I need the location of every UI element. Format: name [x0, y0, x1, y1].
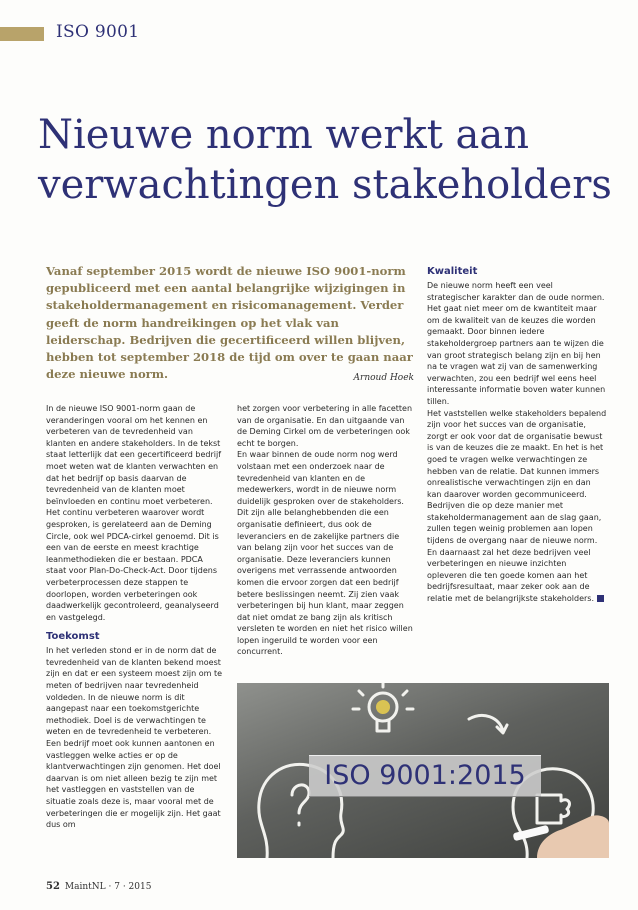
paragraph: De nieuwe norm heeft een veel strategischer karakter dan de oude normen. Het gaat niet meer om de kwantiteit maar om de kwaliteit van de keuzes die worden gemaakt. Door binnen iedere stakeholdergroep partners aan te wijzen die van groot strategisch belang zijn en bij hen na te vragen wat zij van de samenwerking verwachten, zou een bedrijf wel eens heel interessante informatie boven water kunnen tillen.: [427, 281, 606, 406]
text-column-1: [46, 403, 224, 831]
end-of-article-square-icon: [597, 595, 604, 602]
paragraph: [427, 547, 607, 605]
paragraph: Het vaststellen welke stakeholders bepalend zijn voor het succes van de organisatie, zorgt er ook voor dat de organisatie bewust is van de keuzes die ze maakt. En het is het goed te vragen welke verwachtingen ze hebben van de relatie. Dat kunnen immers onrealistische verwachtingen zijn en dan kan daarover worden gecommuniceerd.: [427, 408, 607, 499]
puzzle-piece-icon: [537, 795, 569, 823]
headline-line-2: verwachtingen stakeholders: [38, 162, 612, 208]
question-mark-icon: [292, 785, 309, 825]
section-color-bar: [0, 27, 44, 41]
lightbulb-glow: [376, 700, 390, 714]
paragraph: Een bedrijf moet ook kunnen aantonen en vastleggen welke acties er op de klantverwachtingen zijn genomen. Het doel daarvan is om niet alleen bezig te zijn met het vastleggen en vaststellen van de situatie zoals deze is, maar vooral met de verbeteringen die er mogelijk zijn. Het gaat dus om: [46, 739, 221, 830]
headline-line-1: Nieuwe norm werkt aan: [38, 112, 529, 158]
chalkboard-illustration: [237, 683, 609, 858]
page-footer: [46, 881, 151, 892]
paragraph: het zorgen voor verbetering in alle facetten van de organisatie. En dan uitgaande van de Deming Cirkel om de verbeteringen ook echt te borgen.: [237, 404, 413, 448]
subheading-toekomst: Toekomst: [46, 631, 100, 643]
text-column-3: [427, 266, 607, 605]
article-intro: Vanaf september 2015 wordt de nieuwe ISO 9001-norm gepubliceerd met een aantal belangrijke wijzigingen in stakeholdermanagement en risicomanagement. Verder geeft de norm handreikingen op het vlak van leiderschap. Bedrijven die gecertificeerd willen blijven, hebben tot september 2018 de tijd om over te gaan naar deze nieuwe norm.: [46, 264, 413, 382]
section-tag: ISO 9001: [56, 22, 140, 42]
paragraph: In het verleden stond er in de norm dat de tevredenheid van de klanten bekend moest zijn en dat er een systeem moest zijn om te meten of bedrijven naar tevredenheid voldeden. In de nieuwe norm is dit aangepast naar een toekomstgerichte methodiek. Doel is de verwachtingen te weten en de tevredenheid te verbeteren.: [46, 646, 223, 737]
arrow-icon: [469, 715, 507, 733]
paragraph: En waar binnen de oude norm nog werd volstaan met een onderzoek naar de tevredenheid van klanten en de medewerkers, wordt in de nieuwe norm duidelijk gesproken over de stakeholders. Dit zijn alle belanghebbenden die een organisatie definieert, dus ook de leveranciers en de zakelijke partners die van belang zijn voor het succes van de organisatie. Deze leveranciers kunnen overigens met verrassende antwoorden komen die ervoor zorgen dat een bedrijf betere beslissingen neemt. Zij zien vaak verbeteringen bij hun klant, maar zeggen dat niet omdat ze bang zijn als kritisch versleten te worden en niet het risico willen lopen ingeruild te worden voor een concurrent.: [237, 450, 413, 657]
paragraph-text: En daarnaast zal het deze bedrijven veel verbeteringen en nieuwe inzichten opleveren die ten goede komen aan het bedrijfsresultaat, maar zeker ook aan de relatie met de belangrijkste stakeholders.: [427, 547, 594, 604]
paragraph: Het continu verbeteren waarover wordt gesproken, is gerelateerd aan de Deming Circle, ook wel PDCA-cirkel genoemd. Dit is een van de eerste en meest krachtige leanmethodieken die er bestaan. PDCA staat voor Plan-Do-Check-Act. Door tijdens verbeterprocessen deze stappen te doorlopen, worden verbeteringen ook daadwerkelijk gecontroleerd, geanalyseerd en vastgelegd.: [46, 508, 219, 622]
magazine-issue: MaintNL · 7 · 2015: [64, 882, 152, 892]
text-column-2: [237, 403, 415, 658]
paragraph: Bedrijven die op deze manier met stakeholdermanagement aan de slag gaan, zullen tegen weinig problemen aan lopen tijdens de overgang naar de nieuwe norm.: [427, 501, 602, 546]
page-number: 52: [46, 881, 60, 892]
paragraph: In de nieuwe ISO 9001-norm gaan de veranderingen vooral om het kennen en verbeteren van de tevredenheid van klanten en andere stakeholders. In de tekst staat letterlijk dat een gecertificeerd bedrijf moet weten wat de klanten verwachten en dat het bedrijf op basis daarvan de tevredenheid van de klanten moet beïnvloeden en continu moet verbeteren.: [46, 404, 222, 506]
article-headline: [38, 110, 628, 210]
subheading-kwaliteit: Kwaliteit: [427, 266, 478, 277]
author-byline: Arnoud Hoek: [353, 373, 414, 383]
iso-banner: ISO 9001:2015: [309, 755, 541, 797]
